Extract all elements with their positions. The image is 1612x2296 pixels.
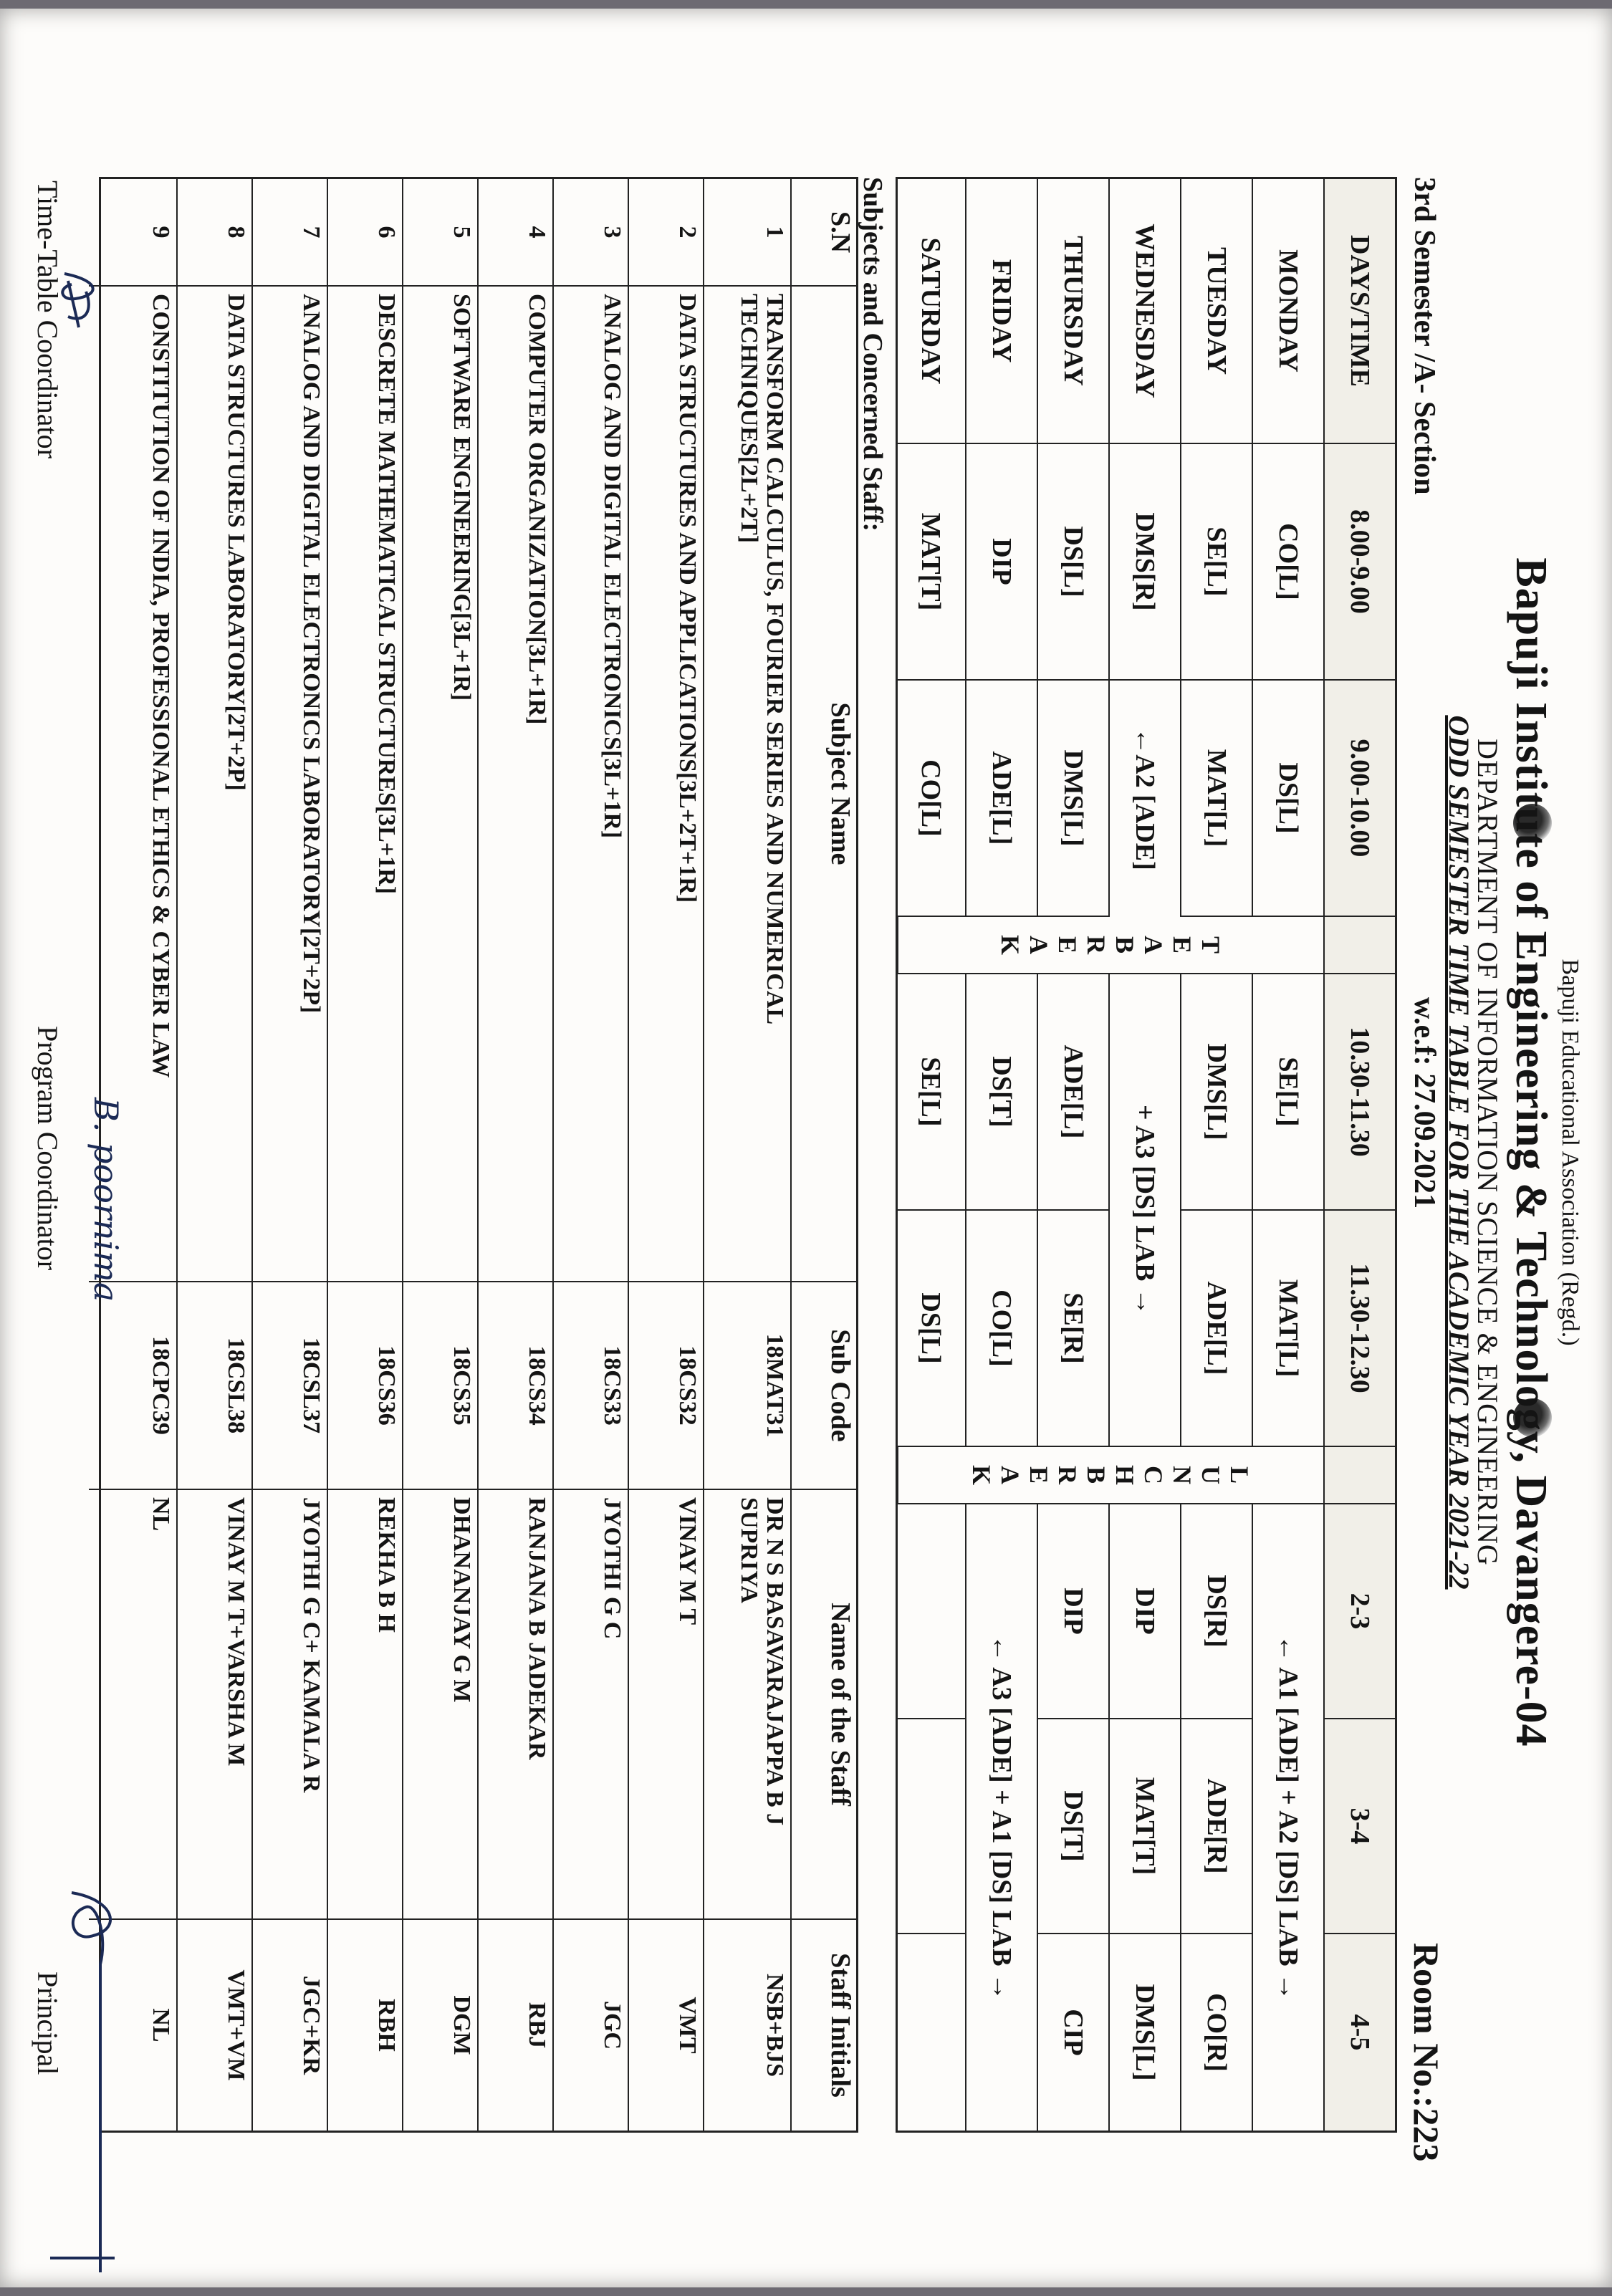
subject-sn-cell: 7 [253, 179, 327, 287]
break-letter: T [1196, 936, 1226, 954]
subject-initials-cell: VMT [674, 1997, 701, 2054]
column-header: Sub Code [792, 1282, 856, 1490]
slot-header: 9.00-10.00 [1323, 681, 1395, 917]
lunch-letter: C [1139, 1466, 1169, 1484]
period-cell: DS[T] [1037, 1719, 1108, 1934]
subject-name-cell: TRANSFORM CALCULUS, FOURIER SERIES AND NUMERICAL TECHNIQUES[2L+2T] [704, 287, 790, 1282]
principal-signature [39, 1886, 129, 2287]
program-coordinator-label: Program Coordinator [32, 1026, 64, 1271]
subject-staff-cell: DHANANJAY G M [403, 1490, 477, 1920]
subject-code-cell: 18CS36 [328, 1282, 402, 1490]
empty-cell [897, 1504, 965, 1719]
subject-sn-cell: 4 [479, 179, 552, 287]
subject-code-cell: 18CSL38 [178, 1282, 251, 1490]
break-letter: A [1139, 936, 1169, 954]
period-cell: DIP [965, 444, 1037, 681]
period-cell: CO[L] [897, 681, 965, 917]
subject-staff-cell: VINAY M T [629, 1490, 703, 1920]
slot-header: 4-5 [1323, 1934, 1395, 2131]
lab-session: ← A1 [ADE] + A2 [DS] LAB → [1252, 1504, 1323, 2131]
subject-name-cell: DATA STRUCTURES LABORATORY[2T+2P] [178, 287, 251, 1282]
lunch-header [1323, 1447, 1395, 1504]
lunch-letter: B [1082, 1466, 1111, 1484]
column-header: S.N [792, 179, 856, 287]
period-cell: CIP [1037, 1934, 1108, 2131]
period-cell: DMS[L] [1180, 974, 1252, 1211]
day-label: TUESDAY [1180, 179, 1252, 444]
subject-initials-cell: RBJ [524, 2002, 550, 2049]
lunch-letter: K [967, 1464, 997, 1485]
subject-staff-cell: DR N S BASAVARAJAPPA B J SUPRIYA [704, 1490, 790, 1920]
period-cell: MAT[L] [1252, 1211, 1323, 1447]
period-cell: CO[R] [1180, 1934, 1252, 2131]
subjects-caption: Subjects and Concerned Staff: [858, 177, 888, 532]
subject-staff-cell: JYOTHI G C+ KAMALA R [253, 1490, 327, 1920]
subjects-table [99, 177, 858, 2133]
corner-header: DAYS/TIME [1323, 179, 1395, 444]
break-letter: B [1110, 936, 1140, 954]
subject-code-cell: 18CS33 [554, 1282, 628, 1490]
period-cell: DS[L] [1037, 444, 1108, 681]
lunch-letter: L [1225, 1466, 1254, 1484]
association-name: Bapuji Educational Association (Regd.) [1557, 959, 1583, 1346]
subject-row [477, 179, 552, 2131]
subject-row [402, 179, 477, 2131]
subject-sn-cell: 5 [403, 179, 477, 287]
subject-initials-cell: NSB+BJS [762, 1973, 788, 2078]
subjects-header-row [790, 179, 856, 2131]
subject-code-cell: 18MAT31 [704, 1282, 790, 1490]
lab-session-continued: + A3 [DS] LAB → [1108, 974, 1180, 1447]
period-cell: CO[L] [965, 1211, 1037, 1447]
slot-header: 8.00-9.00 [1323, 444, 1395, 681]
subject-initials-cell: JGC [599, 2001, 625, 2050]
subject-code-cell: 18CS35 [403, 1282, 477, 1490]
slot-header: 2-3 [1323, 1504, 1395, 1719]
timetable-coordinator-label: Time-Table Coordinator [32, 181, 64, 458]
period-cell: DMS[L] [1037, 681, 1108, 917]
subject-sn-cell: 2 [629, 179, 703, 287]
lunch-letter: R [1053, 1466, 1083, 1484]
rotated-sheet [0, 9, 1612, 2296]
subject-sn-cell: 9 [89, 179, 176, 287]
institute-name: Bapuji Institute of Engineering & Technology, Davangere-04 [1507, 557, 1555, 1747]
subject-code-cell: 18CS34 [479, 1282, 552, 1490]
subject-staff-cell: JYOTHI G C [554, 1490, 628, 1920]
subject-code-cell: 18CPC39 [89, 1282, 176, 1490]
lunch-break-column [897, 1447, 1323, 1504]
lab-session: ← A3 [ADE] + A1 [DS] LAB → [965, 1504, 1037, 2131]
period-cell: SE[L] [897, 974, 965, 1211]
subject-sn-cell: 3 [554, 179, 628, 287]
subject-name-cell: CONSTITUTION OF INDIA, PROFESSIONAL ETHICS & CYBER LAW [89, 287, 176, 1282]
subject-name-cell: ANALOG AND DIGITAL ELECTRONICS[3L+1R] [554, 287, 628, 1282]
empty-cell [897, 1934, 965, 2131]
room-number: Room No.:223 [1406, 1943, 1447, 2162]
principal-label: Principal [32, 1971, 64, 2075]
subject-row [327, 179, 402, 2131]
column-header: Staff Initials [825, 1953, 855, 2098]
period-cell: ADE[L] [1180, 1211, 1252, 1447]
subject-staff-cell: VINAY M T+VARSHA M [178, 1490, 251, 1920]
period-cell: ADE[R] [1180, 1719, 1252, 1934]
day-label: WEDNESDAY [1108, 179, 1180, 444]
period-cell: DS[T] [965, 974, 1037, 1211]
subject-initials-cell: RBH [373, 1999, 400, 2052]
slot-header: 10.30-11.30 [1323, 974, 1395, 1211]
period-cell: DMS[R] [1108, 444, 1180, 681]
lunch-letter: H [1110, 1464, 1140, 1485]
day-label: THURSDAY [1037, 179, 1108, 444]
subject-staff-cell: REKHA B H [328, 1490, 402, 1920]
subject-initials-cell: JGC+KR [298, 1975, 325, 2075]
period-cell: DMS[L] [1108, 1934, 1180, 2131]
period-cell: DS[L] [897, 1211, 965, 1447]
program-coordinator-signature: B. poornima [87, 1097, 125, 1302]
slot-header: 11.30-12.30 [1323, 1211, 1395, 1447]
subject-code-cell: 18CSL37 [253, 1282, 327, 1490]
lunch-letter: E [1025, 1466, 1054, 1484]
subject-staff-cell: RANJANA B JADEKAR [479, 1490, 552, 1920]
period-cell: SE[L] [1252, 974, 1323, 1211]
column-header: Subject Name [792, 287, 856, 1282]
subject-initials-cell: DGM [448, 1995, 475, 2055]
break-letter: E [1053, 936, 1083, 954]
period-cell: ADE[L] [965, 681, 1037, 917]
slot-header: 3-4 [1323, 1719, 1395, 1934]
subject-name-cell: ANALOG AND DIGITAL ELECTRONICS LABORATORY[2T+2P] [253, 287, 327, 1282]
subject-initials-cell: NL [148, 2008, 174, 2042]
period-cell: DIP [1108, 1504, 1180, 1719]
column-header: Name of the Staff [792, 1490, 856, 1920]
day-label: SATURDAY [897, 179, 965, 444]
day-label: MONDAY [1252, 179, 1323, 444]
period-cell: CO[L] [1252, 444, 1323, 681]
subject-row [251, 179, 327, 2131]
effective-date: w.e.f: 27.09.2021 [1408, 997, 1441, 1209]
subject-name-cell: DATA STRUCTURES AND APPLICATIONS[3L+2T+1R] [629, 287, 703, 1282]
period-cell: SE[R] [1037, 1211, 1108, 1447]
subject-row [628, 179, 703, 2131]
subject-sn-cell: 1 [704, 179, 790, 287]
period-cell: MAT[T] [1108, 1719, 1180, 1934]
break-header [1323, 917, 1395, 974]
timetable-coordinator-signature [47, 259, 107, 345]
break-letter: A [1025, 936, 1054, 954]
period-cell: MAT[T] [897, 444, 965, 681]
period-cell: DS[R] [1180, 1504, 1252, 1719]
period-cell: ADE[L] [1037, 974, 1108, 1211]
empty-cell [897, 1719, 965, 1934]
subject-name-cell: COMPUTER ORGANIZATION[3L+1R] [479, 287, 552, 1282]
semester-section: 3rd Semester /A- Section [1408, 177, 1441, 495]
tea-break-column [897, 917, 1323, 974]
department-name: DEPARTMENT OF INFORMATION SCIENCE & ENGINEERING [1472, 739, 1504, 1566]
lab-session: ←A2 [ADE] [1108, 681, 1180, 917]
timetable-title: ODD SEMESTER TIME TABLE FOR THE ACADEMIC YEAR 2021-22 [1443, 715, 1475, 1590]
period-cell: DS[L] [1252, 681, 1323, 917]
lunch-letter: U [1196, 1466, 1226, 1484]
subject-row [703, 179, 790, 2131]
subject-initials-cell: VMT+VM [223, 1969, 249, 2081]
document-page [0, 9, 1612, 2287]
lunch-letter: A [996, 1466, 1025, 1484]
period-cell: DIP [1037, 1504, 1108, 1719]
lunch-letter: N [1168, 1466, 1197, 1484]
subject-name-cell: SOFTWARE ENGINEERING[3L+1R] [403, 287, 477, 1282]
subject-sn-cell: 6 [328, 179, 402, 287]
subject-code-cell: 18CS32 [629, 1282, 703, 1490]
subject-name-cell: DESCRETE MATHEMATICAL STRUCTURES[3L+1R] [328, 287, 402, 1282]
subject-row [552, 179, 628, 2131]
subject-staff-cell: NL [89, 1490, 176, 1920]
subject-row [176, 179, 251, 2131]
timetable-grid [896, 177, 1397, 2133]
day-label: FRIDAY [965, 179, 1037, 444]
break-letter: K [996, 934, 1025, 955]
period-cell: SE[L] [1180, 444, 1252, 681]
break-letter: R [1082, 936, 1111, 954]
subject-sn-cell: 8 [178, 179, 251, 287]
period-cell: MAT[L] [1180, 681, 1252, 917]
break-letter: E [1168, 936, 1197, 954]
